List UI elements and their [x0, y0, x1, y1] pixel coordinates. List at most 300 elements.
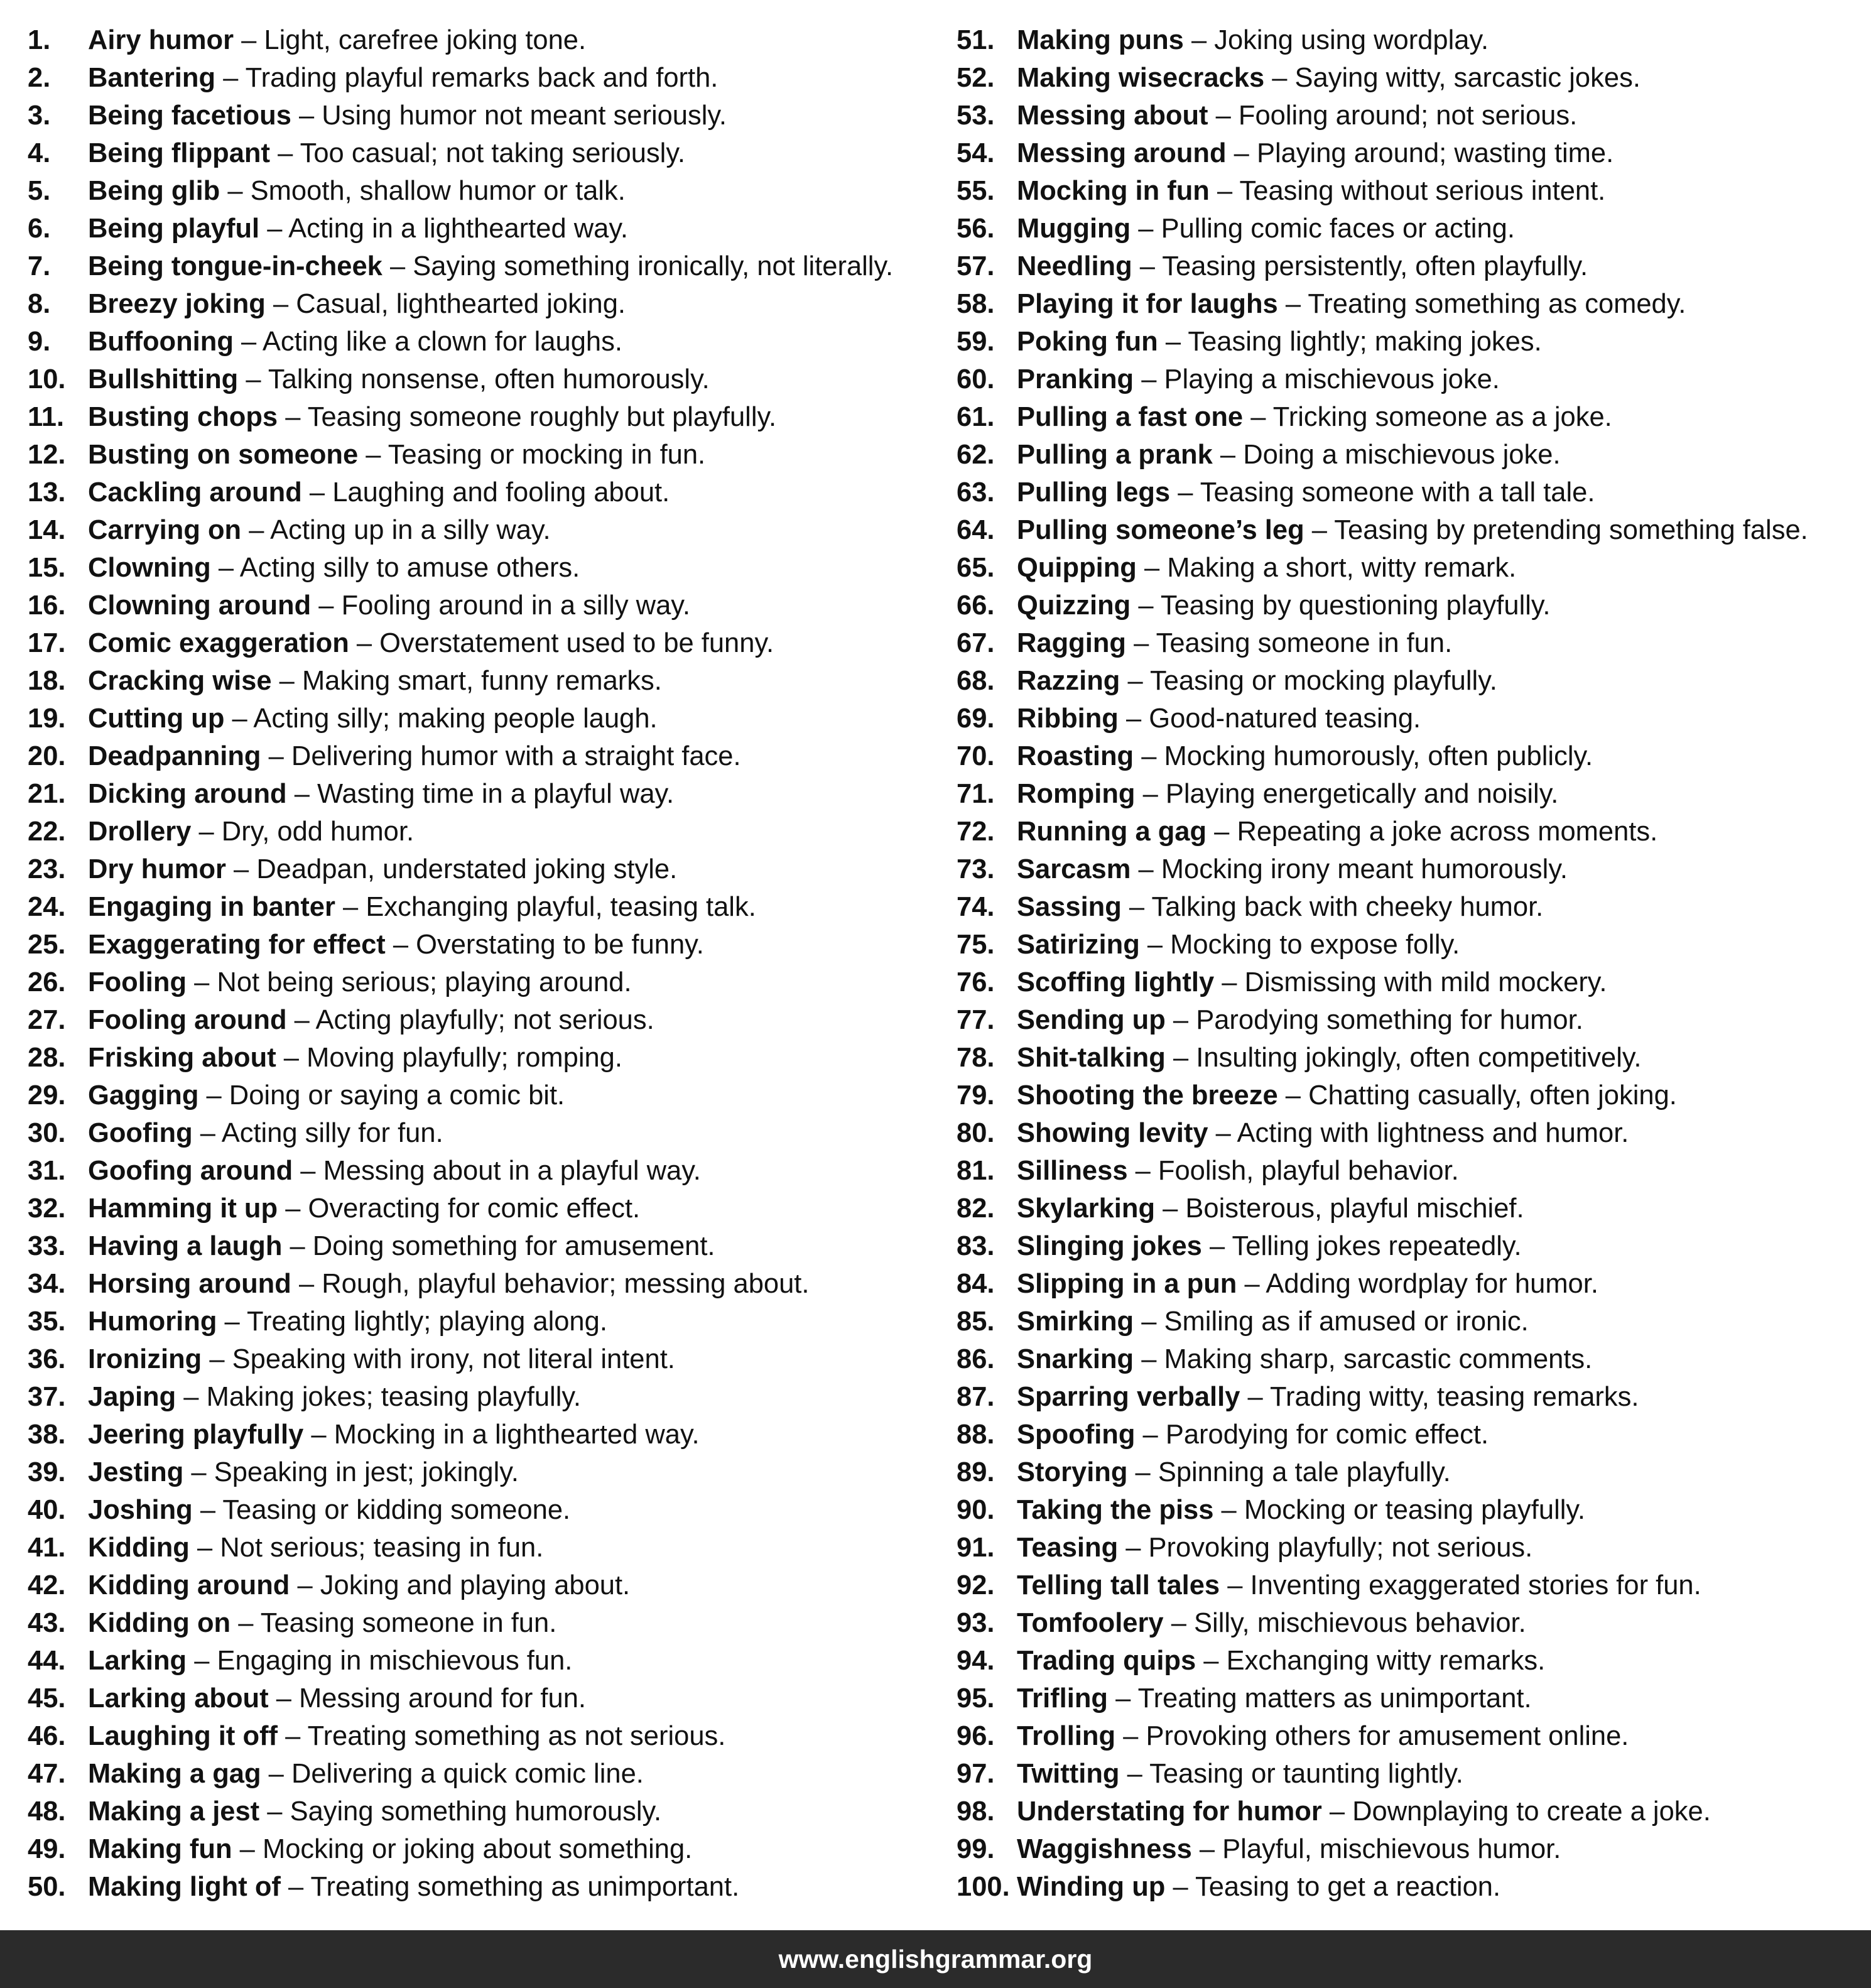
item-definition: Acting like a clown for laughs.: [262, 327, 622, 357]
item-term: Humoring: [88, 1306, 217, 1337]
item-number: 63.: [957, 477, 995, 508]
item-term: Busting on someone: [88, 440, 359, 470]
list-item: [957, 1378, 1871, 1416]
list-item: [28, 1453, 945, 1491]
item-separator: –: [290, 1231, 305, 1261]
item-separator: –: [1127, 666, 1143, 696]
item-number: 56.: [957, 214, 995, 244]
item-separator: –: [1165, 327, 1181, 357]
list-item: [28, 813, 945, 850]
word-list: [0, 21, 1871, 1902]
item-definition: Light, carefree joking tone.: [264, 25, 587, 55]
item-number: 60.: [957, 364, 995, 394]
list-item: [957, 59, 1871, 97]
item-separator: –: [206, 1080, 222, 1111]
item-definition: Joking and playing about.: [320, 1570, 631, 1600]
item-term: Quipping: [1017, 553, 1137, 583]
item-term: Silliness: [1017, 1156, 1128, 1186]
item-number: 97.: [957, 1759, 995, 1789]
list-item: [957, 1604, 1871, 1642]
item-definition: Teasing by pretending something false.: [1334, 515, 1808, 545]
item-term: Tomfoolery: [1017, 1608, 1164, 1638]
item-separator: –: [1247, 1382, 1263, 1412]
item-term: Buffooning: [88, 327, 234, 357]
list-item: [957, 1793, 1871, 1830]
item-separator: –: [218, 553, 234, 583]
list-item: [28, 361, 945, 398]
list-item: [28, 1039, 945, 1077]
item-separator: –: [393, 930, 409, 960]
item-term: Carrying on: [88, 515, 242, 545]
item-definition: Dismissing with mild mockery.: [1244, 967, 1607, 997]
item-separator: –: [1173, 1005, 1189, 1035]
list-item: [28, 1340, 945, 1378]
list-item: [957, 1077, 1871, 1114]
item-separator: –: [1244, 1269, 1260, 1299]
item-definition: Telling jokes repeatedly.: [1232, 1231, 1522, 1261]
item-separator: –: [288, 1872, 304, 1902]
item-number: 59.: [957, 327, 995, 357]
item-number: 90.: [957, 1495, 995, 1525]
item-term: Sparring verbally: [1017, 1382, 1240, 1412]
item-term: Joshing: [88, 1495, 193, 1525]
list-item: [28, 436, 945, 474]
item-definition: Treating lightly; playing along.: [247, 1306, 607, 1337]
list-item: [957, 813, 1871, 850]
item-number: 40.: [28, 1495, 66, 1525]
item-definition: Saying something ironically, not literally.: [413, 251, 894, 281]
item-term: Running a gag: [1017, 817, 1207, 847]
list-item: [28, 511, 945, 549]
item-term: Messing about: [1017, 100, 1208, 131]
item-number: 100.: [957, 1872, 1010, 1902]
item-definition: Playing around; wasting time.: [1256, 138, 1614, 168]
item-separator: –: [1138, 854, 1154, 884]
list-item: [28, 323, 945, 361]
list-item: [28, 398, 945, 436]
item-separator: –: [285, 1193, 301, 1224]
item-term: Trifling: [1017, 1683, 1108, 1714]
item-number: 98.: [957, 1796, 995, 1827]
list-item: [28, 587, 945, 624]
item-separator: –: [1214, 817, 1230, 847]
item-term: Jesting: [88, 1457, 184, 1487]
list-item: [957, 511, 1871, 549]
item-number: 7.: [28, 251, 51, 281]
item-separator: –: [198, 817, 214, 847]
item-definition: Adding wordplay for humor.: [1266, 1269, 1598, 1299]
item-number: 30.: [28, 1118, 66, 1148]
item-term: Snarking: [1017, 1344, 1134, 1374]
item-definition: Mocking or teasing playfully.: [1244, 1495, 1586, 1525]
list-item: [957, 662, 1871, 700]
list-item: [28, 1642, 945, 1680]
item-separator: –: [1123, 1721, 1139, 1751]
item-definition: Acting in a lighthearted way.: [288, 214, 628, 244]
item-definition: Playing energetically and noisily.: [1165, 779, 1559, 809]
item-term: Being playful: [88, 214, 260, 244]
item-number: 75.: [957, 930, 995, 960]
list-item: [957, 1755, 1871, 1793]
list-item: [957, 323, 1871, 361]
item-number: 66.: [957, 590, 995, 621]
item-number: 61.: [957, 402, 995, 432]
item-number: 71.: [957, 779, 995, 809]
item-number: 20.: [28, 741, 66, 771]
item-term: Romping: [1017, 779, 1136, 809]
item-number: 81.: [957, 1156, 995, 1186]
item-term: Making puns: [1017, 25, 1184, 55]
list-item: [957, 850, 1871, 888]
item-term: Understating for humor: [1017, 1796, 1322, 1827]
item-definition: Teasing someone in fun.: [260, 1608, 557, 1638]
item-definition: Playful, mischievous humor.: [1222, 1834, 1561, 1864]
item-term: Waggishness: [1017, 1834, 1192, 1864]
item-number: 2.: [28, 63, 51, 93]
item-separator: –: [1220, 440, 1236, 470]
item-number: 86.: [957, 1344, 995, 1374]
item-definition: Pulling comic faces or acting.: [1161, 214, 1515, 244]
item-definition: Teasing lightly; making jokes.: [1188, 327, 1542, 357]
item-term: Being facetious: [88, 100, 291, 131]
item-separator: –: [311, 1420, 327, 1450]
item-definition: Mocking irony meant humorously.: [1161, 854, 1568, 884]
item-term: Cutting up: [88, 703, 225, 734]
list-item: [957, 775, 1871, 813]
list-item: [957, 1340, 1871, 1378]
item-term: Gagging: [88, 1080, 199, 1111]
list-item: [28, 1001, 945, 1039]
item-separator: –: [366, 440, 381, 470]
item-number: 62.: [957, 440, 995, 470]
item-number: 73.: [957, 854, 995, 884]
item-number: 99.: [957, 1834, 995, 1864]
item-number: 76.: [957, 967, 995, 997]
item-term: Taking the piss: [1017, 1495, 1214, 1525]
item-separator: –: [279, 666, 295, 696]
item-separator: –: [1178, 477, 1193, 508]
item-definition: Treating something as unimportant.: [310, 1872, 740, 1902]
item-number: 43.: [28, 1608, 66, 1638]
item-separator: –: [232, 703, 247, 734]
item-definition: Boisterous, playful mischief.: [1185, 1193, 1524, 1224]
item-term: Airy humor: [88, 25, 234, 55]
item-definition: Playing a mischievous joke.: [1164, 364, 1500, 394]
item-separator: –: [273, 289, 289, 319]
item-separator: –: [191, 1457, 207, 1487]
list-item: [957, 1491, 1871, 1529]
item-definition: Acting playfully; not serious.: [315, 1005, 654, 1035]
item-definition: Exchanging playful, teasing talk.: [366, 892, 756, 922]
item-number: 83.: [957, 1231, 995, 1261]
item-definition: Casual, lighthearted joking.: [296, 289, 626, 319]
item-number: 67.: [957, 628, 995, 658]
item-definition: Provoking playfully; not serious.: [1148, 1533, 1533, 1563]
item-definition: Fooling around; not serious.: [1238, 100, 1578, 131]
item-number: 35.: [28, 1306, 66, 1337]
list-item: [957, 1680, 1871, 1717]
list-item: [957, 247, 1871, 285]
item-term: Japing: [88, 1382, 176, 1412]
item-definition: Doing or saying a comic bit.: [229, 1080, 565, 1111]
item-definition: Teasing someone in fun.: [1156, 628, 1453, 658]
item-definition: Not serious; teasing in fun.: [220, 1533, 544, 1563]
item-number: 53.: [957, 100, 995, 131]
item-separator: –: [299, 100, 315, 131]
list-item: [957, 1717, 1871, 1755]
item-number: 91.: [957, 1533, 995, 1563]
item-term: Dicking around: [88, 779, 287, 809]
item-separator: –: [223, 63, 239, 93]
list-item: [28, 662, 945, 700]
list-item: [957, 361, 1871, 398]
list-item: [28, 1378, 945, 1416]
list-item: [28, 737, 945, 775]
item-number: 3.: [28, 100, 51, 131]
item-term: Exaggerating for effect: [88, 930, 386, 960]
item-separator: –: [1285, 1080, 1301, 1111]
footer-bar: [0, 1930, 1871, 1988]
item-definition: Too casual; not taking seriously.: [300, 138, 685, 168]
item-separator: –: [1285, 289, 1301, 319]
item-separator: –: [1221, 1495, 1237, 1525]
item-definition: Treating matters as unimportant.: [1137, 1683, 1532, 1714]
item-definition: Parodying something for humor.: [1196, 1005, 1583, 1035]
item-separator: –: [1135, 1457, 1151, 1487]
list-item: [28, 1717, 945, 1755]
list-item: [957, 1453, 1871, 1491]
item-number: 6.: [28, 214, 51, 244]
item-term: Making fun: [88, 1834, 232, 1864]
item-separator: –: [1203, 1646, 1219, 1676]
item-separator: –: [1173, 1872, 1188, 1902]
item-number: 49.: [28, 1834, 66, 1864]
item-number: 15.: [28, 553, 66, 583]
list-item: [28, 1416, 945, 1453]
item-separator: –: [268, 1759, 284, 1789]
item-separator: –: [1141, 741, 1157, 771]
item-separator: –: [1191, 25, 1207, 55]
list-item: [957, 1868, 1871, 1906]
item-number: 85.: [957, 1306, 995, 1337]
item-separator: –: [318, 590, 334, 621]
item-separator: –: [285, 402, 301, 432]
item-definition: Exchanging witty remarks.: [1226, 1646, 1546, 1676]
list-item: [28, 1604, 945, 1642]
list-item: [957, 1265, 1871, 1303]
item-separator: –: [246, 364, 261, 394]
item-separator: –: [200, 1495, 216, 1525]
item-separator: –: [1209, 1231, 1225, 1261]
item-term: Making light of: [88, 1872, 281, 1902]
item-separator: –: [1171, 1608, 1186, 1638]
list-item: [957, 1416, 1871, 1453]
item-definition: Parodying for comic effect.: [1165, 1420, 1489, 1450]
item-separator: –: [389, 251, 406, 281]
item-term: Goofing around: [88, 1156, 293, 1186]
item-separator: –: [224, 1306, 240, 1337]
item-definition: Wasting time in a playful way.: [317, 779, 675, 809]
list-item: [28, 1830, 945, 1868]
item-number: 74.: [957, 892, 995, 922]
item-term: Pulling legs: [1017, 477, 1171, 508]
item-term: Fooling around: [88, 1005, 287, 1035]
item-term: Storying: [1017, 1457, 1128, 1487]
item-number: 24.: [28, 892, 66, 922]
item-number: 78.: [957, 1043, 995, 1073]
item-number: 96.: [957, 1721, 995, 1751]
item-term: Teasing: [1017, 1533, 1119, 1563]
item-number: 93.: [957, 1608, 995, 1638]
item-separator: –: [1141, 1306, 1157, 1337]
item-definition: Mocking in a lighthearted way.: [334, 1420, 700, 1450]
item-number: 13.: [28, 477, 66, 508]
item-separator: –: [183, 1382, 199, 1412]
item-separator: –: [294, 1005, 310, 1035]
list-item: [957, 1190, 1871, 1227]
list-item: [28, 21, 945, 59]
item-term: Razzing: [1017, 666, 1120, 696]
item-number: 22.: [28, 817, 66, 847]
item-definition: Making a short, witty remark.: [1167, 553, 1517, 583]
website-url: www.englishgrammar.org: [778, 1945, 1093, 1974]
item-definition: Mocking to expose folly.: [1170, 930, 1460, 960]
item-separator: –: [1135, 1156, 1151, 1186]
item-number: 55.: [957, 176, 995, 206]
item-separator: –: [1250, 402, 1266, 432]
item-term: Bullshitting: [88, 364, 239, 394]
item-definition: Laughing and fooling about.: [332, 477, 670, 508]
item-separator: –: [239, 1834, 255, 1864]
item-separator: –: [249, 515, 264, 545]
item-number: 5.: [28, 176, 51, 206]
list-item: [28, 1077, 945, 1114]
item-term: Making wisecracks: [1017, 63, 1265, 93]
item-term: Roasting: [1017, 741, 1134, 771]
list-item: [957, 285, 1871, 323]
item-term: Ironizing: [88, 1344, 202, 1374]
item-term: Larking: [88, 1646, 187, 1676]
item-term: Having a laugh: [88, 1231, 283, 1261]
item-definition: Silly, mischievous behavior.: [1194, 1608, 1526, 1638]
item-separator: –: [1329, 1796, 1345, 1827]
item-definition: Mocking or joking about something.: [262, 1834, 693, 1864]
list-item: [28, 1303, 945, 1340]
item-term: Playing it for laughs: [1017, 289, 1278, 319]
list-item: [957, 964, 1871, 1001]
item-separator: –: [298, 1269, 315, 1299]
item-term: Frisking about: [88, 1043, 276, 1073]
item-separator: –: [1311, 515, 1327, 545]
item-number: 23.: [28, 854, 66, 884]
list-item: [28, 1529, 945, 1567]
item-term: Clowning around: [88, 590, 312, 621]
item-number: 41.: [28, 1533, 66, 1563]
list-item: [957, 737, 1871, 775]
item-separator: –: [209, 1344, 225, 1374]
list-item: [957, 1152, 1871, 1190]
item-term: Sarcasm: [1017, 854, 1131, 884]
item-number: 87.: [957, 1382, 995, 1412]
list-item: [28, 1227, 945, 1265]
list-item: [28, 134, 945, 172]
list-item: [28, 1190, 945, 1227]
item-definition: Delivering humor with a straight face.: [291, 741, 741, 771]
item-definition: Repeating a joke across moments.: [1237, 817, 1658, 847]
list-item: [957, 1001, 1871, 1039]
item-separator: –: [356, 628, 372, 658]
item-definition: Treating something as comedy.: [1308, 289, 1686, 319]
list-item: [28, 1567, 945, 1604]
item-definition: Messing about in a playful way.: [323, 1156, 701, 1186]
item-separator: –: [343, 892, 359, 922]
item-definition: Teasing or mocking in fun.: [388, 440, 706, 470]
item-definition: Making smart, funny remarks.: [301, 666, 662, 696]
item-definition: Speaking in jest; jokingly.: [214, 1457, 519, 1487]
item-number: 34.: [28, 1269, 66, 1299]
item-definition: Teasing someone with a tall tale.: [1200, 477, 1595, 508]
item-definition: Treating something as not serious.: [307, 1721, 726, 1751]
item-definition: Teasing or taunting lightly.: [1149, 1759, 1463, 1789]
item-term: Kidding: [88, 1533, 190, 1563]
item-term: Busting chops: [88, 402, 278, 432]
item-separator: –: [1125, 1533, 1141, 1563]
list-item: [28, 474, 945, 511]
item-separator: –: [1217, 176, 1233, 206]
item-separator: –: [1234, 138, 1249, 168]
item-definition: Foolish, playful behavior.: [1158, 1156, 1459, 1186]
item-term: Smirking: [1017, 1306, 1134, 1337]
item-number: 82.: [957, 1193, 995, 1224]
item-term: Trading quips: [1017, 1646, 1196, 1676]
item-term: Cackling around: [88, 477, 302, 508]
item-number: 46.: [28, 1721, 66, 1751]
item-number: 17.: [28, 628, 66, 658]
item-definition: Making jokes; teasing playfully.: [206, 1382, 581, 1412]
item-term: Kidding around: [88, 1570, 290, 1600]
item-separator: –: [297, 1570, 313, 1600]
item-number: 8.: [28, 289, 51, 319]
item-term: Hamming it up: [88, 1193, 278, 1224]
item-separator: –: [1173, 1043, 1189, 1073]
item-number: 9.: [28, 327, 51, 357]
list-item: [957, 700, 1871, 737]
item-separator: –: [283, 1043, 299, 1073]
item-definition: Using humor not meant seriously.: [322, 100, 727, 131]
item-term: Horsing around: [88, 1269, 291, 1299]
list-item: [28, 888, 945, 926]
item-separator: –: [1138, 214, 1154, 244]
list-item: [28, 97, 945, 134]
item-number: 19.: [28, 703, 66, 734]
list-item: [957, 888, 1871, 926]
item-number: 72.: [957, 817, 995, 847]
item-definition: Joking using wordplay.: [1214, 25, 1489, 55]
item-separator: –: [1199, 1834, 1215, 1864]
item-term: Dry humor: [88, 854, 226, 884]
item-definition: Doing a mischievous joke.: [1243, 440, 1561, 470]
item-number: 54.: [957, 138, 995, 168]
list-item: [28, 549, 945, 587]
item-number: 31.: [28, 1156, 66, 1186]
item-number: 11.: [28, 402, 65, 432]
item-definition: Teasing by questioning playfully.: [1160, 590, 1551, 621]
item-separator: –: [1227, 1570, 1243, 1600]
item-separator: –: [1127, 1759, 1142, 1789]
item-definition: Acting with lightness and humor.: [1237, 1118, 1629, 1148]
item-separator: –: [1115, 1683, 1131, 1714]
list-item: [28, 1793, 945, 1830]
